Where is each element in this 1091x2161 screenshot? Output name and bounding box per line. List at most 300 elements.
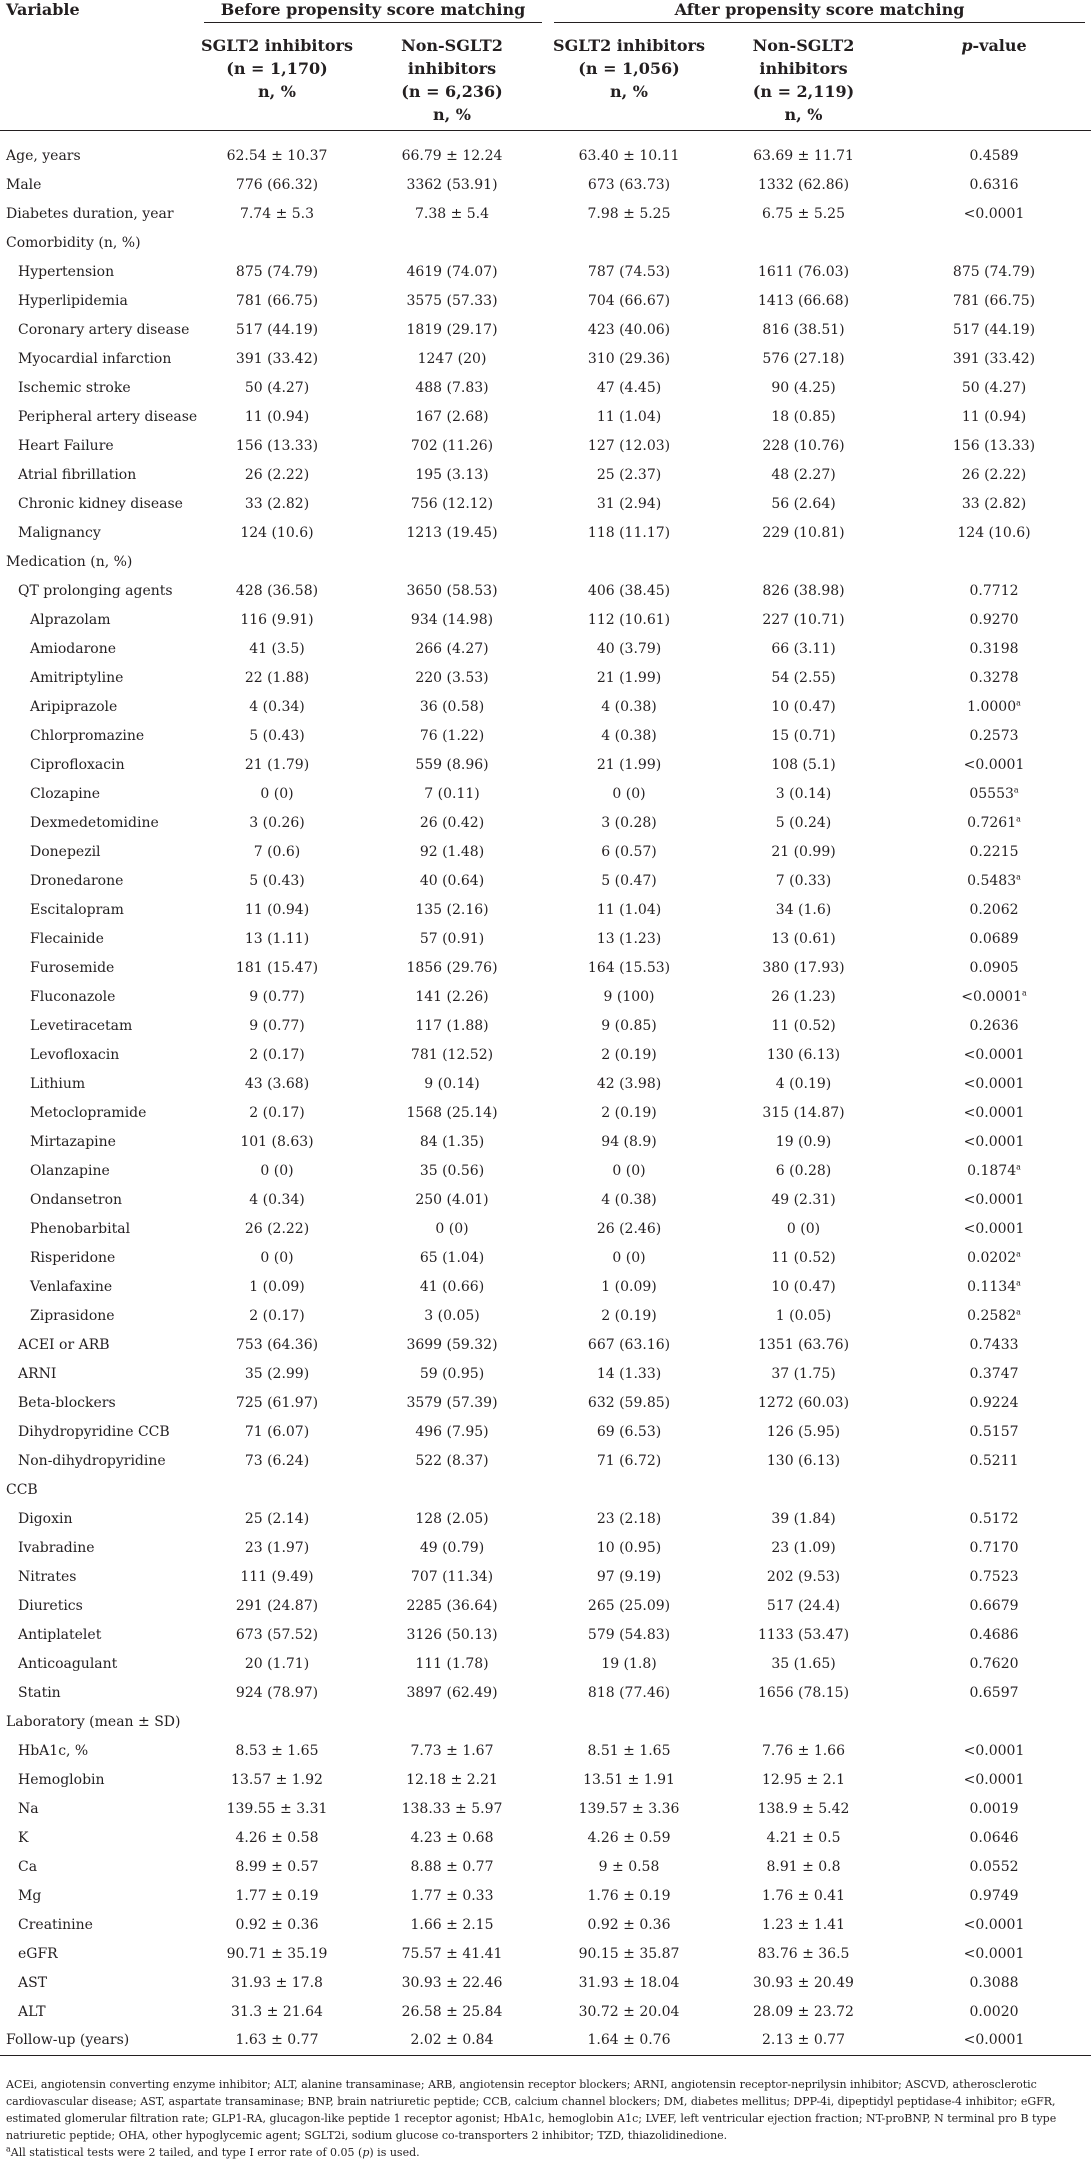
value-cell <box>548 895 710 924</box>
cell-text: 227 (10.71) <box>762 611 845 628</box>
cell-text: 9 (0.77) <box>249 1017 305 1034</box>
table-row <box>0 1997 1091 2026</box>
value-cell <box>356 1301 548 1330</box>
value-cell <box>198 286 356 315</box>
value-cell <box>198 1968 356 1997</box>
cell-text: 0.0019 <box>969 1800 1019 1817</box>
cell-text: 1.63 ± 0.77 <box>235 2032 319 2049</box>
value-cell <box>710 131 897 171</box>
cell-text: 816 (38.51) <box>762 321 845 338</box>
p-value-cell <box>897 1417 1091 1446</box>
cell-text: 49 (2.31) <box>771 1191 836 1208</box>
value-cell <box>548 1620 710 1649</box>
value-cell <box>710 1359 897 1388</box>
cell-text: 90.71 ± 35.19 <box>226 1945 328 1962</box>
table-row <box>0 1562 1091 1591</box>
table-row <box>0 721 1091 750</box>
table-row <box>0 402 1091 431</box>
cell-text: 19 (0.9) <box>775 1133 832 1150</box>
cell-text: 139.57 ± 3.36 <box>578 1800 680 1817</box>
value-cell <box>198 605 356 634</box>
value-cell <box>548 373 710 402</box>
p-value-cell <box>897 431 1091 460</box>
value-cell <box>710 721 897 750</box>
row-label: Creatinine <box>18 1916 93 1933</box>
before-matching-header <box>198 0 548 24</box>
cell-text: 924 (78.97) <box>235 1684 319 1701</box>
cell-text: <0.0001 <box>963 1220 1025 1237</box>
p-value-cell <box>897 1620 1091 1649</box>
cell-text: 756 (12.12) <box>410 495 494 512</box>
cell-text: 26 (2.22) <box>244 1220 310 1237</box>
cell-text: 0.92 ± 0.36 <box>235 1916 319 1933</box>
p-value-cell <box>897 953 1091 982</box>
value-cell <box>356 1620 548 1649</box>
value-cell <box>548 1591 710 1620</box>
value-cell <box>548 489 710 518</box>
row-label: Anticoagulant <box>18 1655 118 1672</box>
p-value-footnote-mark: a <box>1021 987 1027 997</box>
cell-text: 34 (1.6) <box>775 901 832 918</box>
cell-text: 126 (5.95) <box>766 1423 841 1440</box>
value-cell <box>710 344 897 373</box>
cell-text: 4 (0.38) <box>601 1191 657 1208</box>
cell-text: 130 (6.13) <box>766 1046 841 1063</box>
cell-text: 101 (8.63) <box>240 1133 314 1150</box>
cell-text: 0 (0) <box>260 1162 294 1179</box>
cell-text: 517 (44.19) <box>235 321 319 338</box>
value-cell <box>356 837 548 866</box>
value-cell <box>548 605 710 634</box>
value-cell <box>710 1504 897 1533</box>
value-cell <box>710 692 897 721</box>
cell-text: 135 (2.16) <box>415 901 489 918</box>
row-label: Diabetes duration, year <box>6 205 174 222</box>
value-cell <box>710 1301 897 1330</box>
cell-text: 3579 (57.39) <box>406 1394 498 1411</box>
value-cell <box>356 228 548 257</box>
cell-text: 40 (0.64) <box>419 872 485 889</box>
value-cell <box>548 692 710 721</box>
cell-text: 753 (64.36) <box>235 1336 319 1353</box>
cell-text: 71 (6.72) <box>596 1452 662 1469</box>
value-cell <box>356 1011 548 1040</box>
row-label: Dexmedetomidine <box>30 814 159 831</box>
value-cell <box>548 1562 710 1591</box>
table-row <box>0 1214 1091 1243</box>
table-row <box>0 1330 1091 1359</box>
value-cell <box>548 750 710 779</box>
cell-text: 875 (74.79) <box>952 263 1036 280</box>
row-label: Chlorpromazine <box>30 727 145 744</box>
cell-text: 11 (0.94) <box>961 408 1027 425</box>
value-cell <box>198 982 356 1011</box>
value-cell <box>356 953 548 982</box>
value-cell <box>710 866 897 895</box>
value-cell <box>198 1765 356 1794</box>
cell-text: 117 (1.88) <box>415 1017 489 1034</box>
cell-text: 54 (2.55) <box>771 669 836 686</box>
value-cell <box>548 431 710 460</box>
cell-text: 6 (0.28) <box>775 1162 832 1179</box>
cell-text: 250 (4.01) <box>415 1191 489 1208</box>
cell-text: 118 (11.17) <box>587 524 671 541</box>
value-cell <box>356 344 548 373</box>
cell-text: 4.23 ± 0.68 <box>410 1829 494 1846</box>
cell-text: 0.2636 <box>969 1017 1019 1034</box>
cell-text: 1611 (76.03) <box>757 263 850 280</box>
p-value-cell <box>897 750 1091 779</box>
column-unit: n, % <box>610 82 648 101</box>
value-cell <box>356 1098 548 1127</box>
value-cell <box>710 170 897 199</box>
table-row <box>0 1678 1091 1707</box>
cell-text: 0.0905 <box>969 959 1019 976</box>
cell-text: 35 (2.99) <box>244 1365 310 1382</box>
cell-text: 1.64 ± 0.76 <box>587 2032 671 2049</box>
value-cell <box>548 344 710 373</box>
row-label: Nitrates <box>18 1568 77 1585</box>
p-value-cell <box>897 721 1091 750</box>
value-cell <box>356 1417 548 1446</box>
row-label: Ziprasidone <box>30 1307 115 1324</box>
value-cell <box>198 402 356 431</box>
cell-text: 15 (0.71) <box>771 727 836 744</box>
cell-text: 8.53 ± 1.65 <box>235 1742 319 1759</box>
cell-text: 0.2215 <box>969 843 1019 860</box>
value-cell <box>356 1069 548 1098</box>
row-label: Chronic kidney disease <box>18 495 183 512</box>
value-cell <box>356 779 548 808</box>
cell-text: 1332 (62.86) <box>757 176 850 193</box>
row-label: Ciprofloxacin <box>30 756 125 773</box>
value-cell <box>548 1301 710 1330</box>
cell-text: 40 (3.79) <box>596 640 662 657</box>
value-cell <box>198 837 356 866</box>
column-header-p-value <box>897 24 1091 131</box>
p-value-footnote-mark: a <box>1013 784 1019 794</box>
cell-text: 5 (0.47) <box>601 872 657 889</box>
cell-text: 3699 (59.32) <box>406 1336 498 1353</box>
value-cell <box>198 170 356 199</box>
after-matching-header <box>548 0 1091 24</box>
cell-text: 7 (0.11) <box>424 785 480 802</box>
p-value-cell <box>897 1330 1091 1359</box>
value-cell <box>710 431 897 460</box>
value-cell <box>356 1997 548 2026</box>
value-cell <box>548 1243 710 1272</box>
value-cell <box>356 1591 548 1620</box>
cell-text: 20 (1.71) <box>244 1655 310 1672</box>
cell-text: 1247 (20) <box>417 350 487 367</box>
value-cell <box>548 1272 710 1301</box>
cell-text: 26 (2.46) <box>596 1220 662 1237</box>
value-cell <box>710 1968 897 1997</box>
cell-text: <0.0001 <box>963 756 1025 773</box>
p-value-cell <box>897 1127 1091 1156</box>
value-cell <box>710 1214 897 1243</box>
cell-text: 517 (24.4) <box>766 1597 841 1614</box>
cell-text: 13 (1.23) <box>596 930 662 947</box>
value-cell <box>198 1359 356 1388</box>
row-label: Mg <box>18 1887 42 1904</box>
cell-text: 0.0020 <box>969 2003 1019 2020</box>
value-cell <box>198 431 356 460</box>
cell-text: 1 (0.09) <box>249 1278 305 1295</box>
cell-text: 0.5483 <box>967 872 1017 889</box>
value-cell <box>710 1098 897 1127</box>
value-cell <box>710 1533 897 1562</box>
value-cell <box>548 170 710 199</box>
column-n: (n = 2,119) <box>752 82 855 101</box>
cell-text: 1413 (66.68) <box>757 292 850 309</box>
p-value-cell <box>897 1939 1091 1968</box>
cell-text: 0.0552 <box>969 1858 1019 1875</box>
row-label: Olanzapine <box>30 1162 110 1179</box>
table-row <box>0 1359 1091 1388</box>
value-cell <box>356 1127 548 1156</box>
cell-text: 6.75 ± 5.25 <box>762 205 845 222</box>
value-cell <box>710 286 897 315</box>
value-cell <box>198 1011 356 1040</box>
row-label: Malignancy <box>18 524 101 541</box>
p-value-cell <box>897 1533 1091 1562</box>
row-label: Male <box>6 176 42 193</box>
cell-text: 0.1874 <box>967 1162 1017 1179</box>
table-row <box>0 1475 1091 1504</box>
cell-text: 116 (9.91) <box>240 611 314 628</box>
cell-text: 31.3 ± 21.64 <box>231 2003 323 2020</box>
value-cell <box>356 1330 548 1359</box>
p-value-cell <box>897 866 1091 895</box>
p-value-cell <box>897 402 1091 431</box>
value-cell <box>198 576 356 605</box>
cell-text: 23 (1.97) <box>244 1539 310 1556</box>
row-label: Hyperlipidemia <box>18 292 128 309</box>
p-value-footnote-mark: a <box>1016 813 1021 823</box>
value-cell <box>356 1214 548 1243</box>
cell-text: 229 (10.81) <box>762 524 845 541</box>
value-cell <box>198 257 356 286</box>
value-cell <box>198 1156 356 1185</box>
column-n: (n = 6,236) <box>401 82 503 101</box>
cell-text: 4.26 ± 0.59 <box>587 1829 671 1846</box>
cell-text: 875 (74.79) <box>235 263 319 280</box>
value-cell <box>198 1040 356 1069</box>
cell-text: <0.0001 <box>963 205 1025 222</box>
cell-text: 391 (33.42) <box>235 350 319 367</box>
table-row <box>0 1707 1091 1736</box>
cell-text: 1.76 ± 0.41 <box>762 1887 845 1904</box>
cell-text: 0.7620 <box>969 1655 1019 1672</box>
cell-text: 1 (0.05) <box>775 1307 832 1324</box>
value-cell <box>198 1098 356 1127</box>
cell-text: 1213 (19.45) <box>406 524 498 541</box>
row-label: Dihydropyridine CCB <box>18 1423 170 1440</box>
value-cell <box>198 373 356 402</box>
cell-text: 266 (4.27) <box>415 640 489 657</box>
value-cell <box>356 286 548 315</box>
value-cell <box>356 170 548 199</box>
value-cell <box>548 1910 710 1939</box>
table-row <box>0 228 1091 257</box>
row-label: ACEI or ARB <box>18 1336 110 1353</box>
value-cell <box>198 1736 356 1765</box>
value-cell <box>548 1040 710 1069</box>
value-cell <box>198 808 356 837</box>
cell-text: 35 (1.65) <box>771 1655 836 1672</box>
value-cell <box>356 576 548 605</box>
table-row <box>0 982 1091 1011</box>
cell-text: <0.0001 <box>963 1133 1025 1150</box>
value-cell <box>356 1504 548 1533</box>
cell-text: 1.0000 <box>967 698 1017 715</box>
cell-text: 21 (1.99) <box>596 756 662 773</box>
value-cell <box>710 1040 897 1069</box>
p-value-cell <box>897 1591 1091 1620</box>
row-label: Atrial fibrillation <box>18 466 137 483</box>
row-label: eGFR <box>18 1945 58 1962</box>
value-cell <box>548 518 710 547</box>
table-row <box>0 1881 1091 1910</box>
value-cell <box>548 1678 710 1707</box>
cell-text: 30.72 ± 20.04 <box>578 2003 680 2020</box>
footnote-stat-text: All statistical tests were 2 tailed, and type I error rate of 0.05 ( <box>10 2146 363 2159</box>
value-cell <box>548 1156 710 1185</box>
column-header-before-non-sglt2 <box>356 24 548 131</box>
cell-text: 3897 (62.49) <box>406 1684 498 1701</box>
cell-text: 181 (15.47) <box>235 959 319 976</box>
p-value-cell <box>897 1011 1091 1040</box>
p-value-cell <box>897 1678 1091 1707</box>
p-value-cell <box>897 1736 1091 1765</box>
value-cell <box>198 1939 356 1968</box>
table-row <box>0 1968 1091 1997</box>
value-cell <box>198 2026 356 2055</box>
cell-text: 63.69 ± 11.71 <box>753 147 854 164</box>
p-value-cell <box>897 1765 1091 1794</box>
p-value-footnote-mark: a <box>1016 1277 1021 1287</box>
cell-text: 826 (38.98) <box>762 582 845 599</box>
value-cell <box>548 1649 710 1678</box>
cell-text: 9 (0.77) <box>249 988 305 1005</box>
cell-text: 673 (57.52) <box>235 1626 319 1643</box>
cell-text: 4 (0.34) <box>249 1191 305 1208</box>
cell-text: 111 (1.78) <box>415 1655 489 1672</box>
value-cell <box>198 1678 356 1707</box>
table-row <box>0 605 1091 634</box>
value-cell <box>548 1823 710 1852</box>
value-cell <box>548 402 710 431</box>
table-row <box>0 1765 1091 1794</box>
cell-text: 7.73 ± 1.67 <box>410 1742 494 1759</box>
table-row <box>0 1185 1091 1214</box>
cell-text: 632 (59.85) <box>587 1394 671 1411</box>
value-cell <box>356 2026 548 2055</box>
table-row <box>0 1620 1091 1649</box>
cell-text: 4 (0.38) <box>601 727 657 744</box>
p-value-cell <box>897 1852 1091 1881</box>
row-label: CCB <box>6 1481 38 1498</box>
p-value-cell <box>897 1098 1091 1127</box>
value-cell <box>710 1591 897 1620</box>
value-cell <box>198 1388 356 1417</box>
cell-text: 164 (15.53) <box>587 959 671 976</box>
cell-text: 31.93 ± 17.8 <box>231 1974 323 1991</box>
cell-text: 31 (2.94) <box>596 495 662 512</box>
row-label: Diuretics <box>18 1597 83 1614</box>
row-label: Na <box>18 1800 39 1817</box>
cell-text: <0.0001 <box>963 1075 1025 1092</box>
cell-text: 75.57 ± 41.41 <box>401 1945 503 1962</box>
value-cell <box>710 1707 897 1736</box>
row-label: Escitalopram <box>30 901 124 918</box>
value-cell <box>710 663 897 692</box>
value-cell <box>710 1736 897 1765</box>
cell-text: 0.7170 <box>969 1539 1019 1556</box>
table-row <box>0 431 1091 460</box>
cell-text: 0.3088 <box>969 1974 1019 1991</box>
p-value-cell <box>897 489 1091 518</box>
value-cell <box>548 1504 710 1533</box>
cell-text: 8.88 ± 0.77 <box>410 1858 494 1875</box>
cell-text: 9 (0.14) <box>424 1075 480 1092</box>
value-cell <box>356 1794 548 1823</box>
p-value-cell <box>897 1272 1091 1301</box>
cell-text: 13 (0.61) <box>771 930 836 947</box>
table-row <box>0 1011 1091 1040</box>
value-cell <box>548 547 710 576</box>
cell-text: 1.76 ± 0.19 <box>587 1887 671 1904</box>
table-row <box>0 131 1091 171</box>
table-row <box>0 1069 1091 1098</box>
cell-text: 13 (1.11) <box>244 930 310 947</box>
cell-text: 3362 (53.91) <box>406 176 498 193</box>
cell-text: 83.76 ± 36.5 <box>757 1945 850 1962</box>
cell-text: 21 (1.79) <box>244 756 310 773</box>
value-cell <box>710 1156 897 1185</box>
value-cell <box>356 1272 548 1301</box>
column-name: Non-SGLT2 inhibitors <box>752 36 855 78</box>
table-row <box>0 866 1091 895</box>
value-cell <box>356 1040 548 1069</box>
cell-text: 3 (0.28) <box>601 814 657 831</box>
cell-text: 202 (9.53) <box>766 1568 841 1585</box>
p-value-cell <box>897 1388 1091 1417</box>
p-value-cell <box>897 895 1091 924</box>
table-row <box>0 1794 1091 1823</box>
p-value-cell <box>897 373 1091 402</box>
value-cell <box>198 1591 356 1620</box>
value-cell <box>548 199 710 228</box>
row-label: Phenobarbital <box>30 1220 131 1237</box>
value-cell <box>198 750 356 779</box>
cell-text: 1.23 ± 1.41 <box>762 1916 845 1933</box>
cell-text: <0.0001 <box>963 2032 1025 2049</box>
p-value-suffix: -value <box>972 36 1027 55</box>
cell-text: 0.9270 <box>969 611 1019 628</box>
p-value-cell <box>897 1504 1091 1533</box>
cell-text: <0.0001 <box>963 1191 1025 1208</box>
cell-text: 9 (100) <box>603 988 655 1005</box>
cell-text: 66 (3.11) <box>771 640 836 657</box>
value-cell <box>710 1910 897 1939</box>
cell-text: 0.5172 <box>969 1510 1019 1527</box>
value-cell <box>548 1707 710 1736</box>
value-cell <box>198 460 356 489</box>
value-cell <box>710 982 897 1011</box>
p-value-cell <box>897 982 1091 1011</box>
